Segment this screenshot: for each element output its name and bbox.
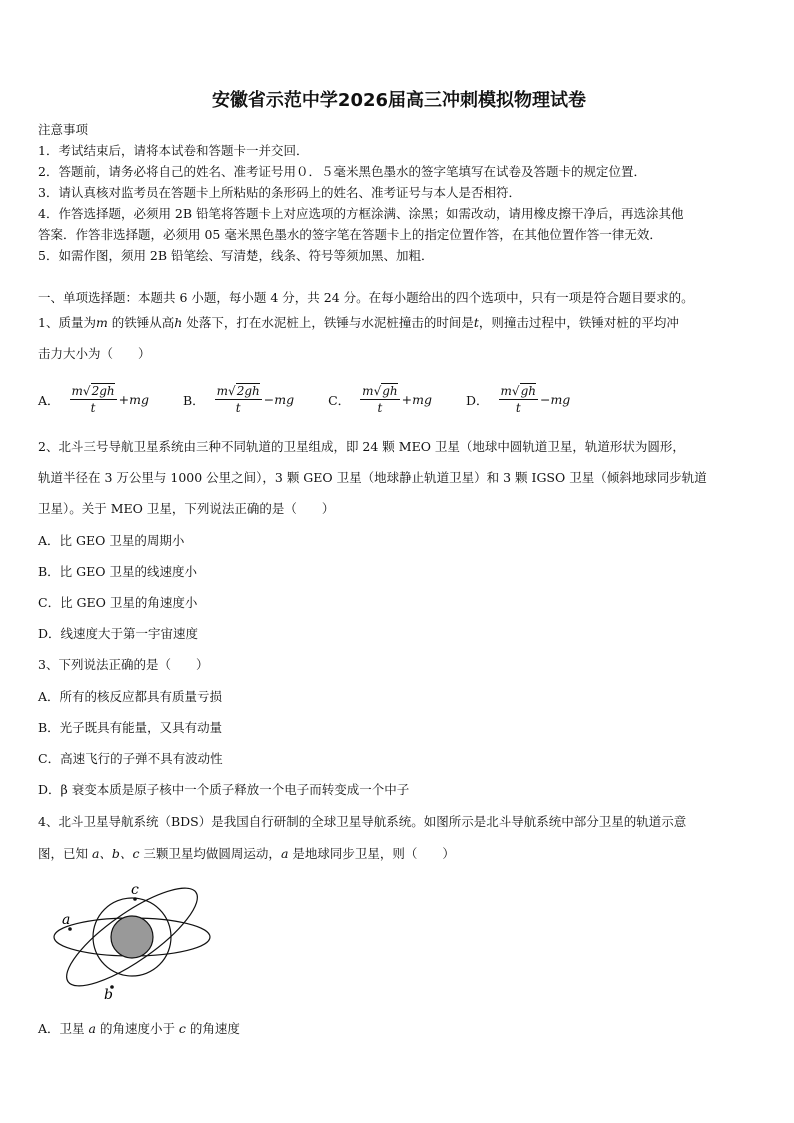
fraction (215, 384, 262, 415)
fraction (360, 384, 399, 415)
q3-option-b[interactable]: B．光子既具有能量，又具有动量 (38, 720, 223, 735)
radicand: 2gh (236, 384, 260, 398)
q1-var-m: m (95, 315, 108, 330)
question-4-stem-cont (38, 844, 455, 862)
q4-option-text: 的角速度 (185, 1021, 240, 1036)
question-2-stem: 2、北斗三号导航卫星系统由三种不同轨道的卫星组成，即 24 颗 MEO 卫星（地球中圆轨道卫星，轨道形状为圆形， (38, 439, 685, 454)
q1-var-h: h (174, 315, 183, 330)
question-2-stem-cont: 卫星）。关于 MEO 卫星，下列说法正确的是（ ） (38, 501, 335, 516)
q4-option-var: a (88, 1021, 96, 1036)
question-1-options (38, 384, 604, 415)
sqrt-sign: √ (511, 384, 520, 398)
radicand: 2gh (91, 384, 115, 398)
section-heading: 一、单项选择题：本题共 6 小题，每小题 4 分，共 24 分。在每小题给出的四个选项中，只有一项是符合题目要求的。 (38, 290, 694, 305)
q3-option-d[interactable]: D．β 衰变本质是原子核中一个质子释放一个电子而转变成一个中子 (38, 782, 410, 797)
q1-text: 的铁锤从高 (107, 315, 175, 330)
fraction (499, 384, 538, 415)
q1-var-t: t (473, 315, 479, 330)
q1-text: 处落下，打在水泥桩上，铁锤与水泥桩撞击的时间是 (182, 315, 474, 330)
radicand: gh (520, 384, 536, 398)
q2-option-d[interactable]: D．线速度大于第一宇宙速度 (38, 626, 199, 641)
notice-item: 4．作答选择题，必须用 2B 铅笔将答题卡上对应选项的方框涂满、涂黑；如需改动，请用橡皮擦干净后，再选涂其他 (38, 206, 684, 221)
label-b: b (104, 987, 113, 1002)
q1-text: ，则撞击过程中，铁锤对桩的平均冲 (478, 315, 679, 330)
orbit-diagram (52, 882, 222, 1002)
option-letter: D． (465, 392, 489, 408)
q1-option-d[interactable] (466, 384, 570, 415)
notice-heading: 注意事项 (38, 122, 89, 137)
denominator: t (377, 401, 383, 415)
q1-text: 1、质量为 (38, 315, 96, 330)
q4-vars: a、b、c (91, 846, 140, 861)
q4-text: 是地球同步卫星，则（ ） (288, 846, 455, 861)
notice-item: 2．答题前，请务必将自己的姓名、准考证号用０．５毫米黑色墨水的签字笔填写在试卷及答题卡的规定位置． (38, 164, 646, 179)
numerator-var: m (362, 384, 374, 398)
q1-option-a[interactable] (38, 384, 149, 415)
q4-option-var: c (178, 1021, 186, 1036)
notice-item: 3．请认真核对监考员在答题卡上所粘贴的条形码上的姓名、准考证号与本人是否相符． (38, 185, 521, 200)
q4-option-a[interactable] (38, 1019, 240, 1037)
sqrt-sign: √ (82, 384, 91, 398)
question-3-stem: 3、下列说法正确的是（ ） (38, 657, 209, 672)
question-2-stem-cont: 轨道半径在 3 万公里与 1000 公里之间），3 颗 GEO 卫星（地球静止轨道卫星）和 3 颗 IGSO 卫星（倾斜地球同步轨道 (38, 470, 707, 485)
option-letter: C． (328, 392, 351, 408)
q4-option-text: 的角速度小于 (95, 1021, 179, 1036)
earth-icon (111, 916, 153, 958)
notice-item: 1．考试结束后，请将本试卷和答题卡一并交回． (38, 143, 309, 158)
numerator-var: m (216, 384, 229, 398)
q3-option-c[interactable]: C．高速飞行的子弹不具有波动性 (38, 751, 223, 766)
option-tail: −mg (539, 392, 571, 407)
notice-item: 5．如需作图，须用 2B 铅笔绘、写清楚，线条、符号等须加黑、加粗． (38, 248, 434, 263)
label-a: a (62, 912, 71, 928)
q2-option-a[interactable]: A．比 GEO 卫星的周期小 (38, 533, 185, 548)
numerator-var: m (71, 384, 83, 398)
notice-item: 答案．作答非选择题，必须用 05 毫米黑色墨水的签字笔在答题卡上的指定位置作答，在其他位置作答一律无效． (38, 227, 662, 242)
q4-text: 图，已知 (38, 846, 92, 861)
q2-option-c[interactable]: C．比 GEO 卫星的角速度小 (38, 595, 198, 610)
label-c: c (131, 882, 139, 898)
q4-option-text: A．卫星 (38, 1021, 89, 1036)
option-letter: A． (38, 392, 60, 408)
question-4-stem: 4、北斗卫星导航系统（BDS）是我国自行研制的全球卫星导航系统。如图所示是北斗导航系统中部分卫星的轨道示意 (38, 814, 687, 829)
question-1-stem-cont: 击力大小为（ ） (38, 346, 151, 361)
q1-option-c[interactable] (328, 384, 432, 415)
sqrt-sign: √ (228, 384, 236, 398)
sqrt-sign: √ (373, 384, 382, 398)
q2-option-b[interactable]: B．比 GEO 卫星的线速度小 (38, 564, 197, 579)
q4-var-a: a (280, 846, 289, 861)
denominator: t (515, 401, 521, 415)
option-tail: +mg (401, 392, 432, 407)
option-letter: B． (182, 392, 205, 408)
option-tail: +mg (118, 392, 149, 407)
numerator-var: m (500, 384, 512, 398)
option-tail: −mg (263, 392, 295, 407)
q4-text: 三颗卫星均做圆周运动， (139, 846, 281, 861)
fraction (70, 384, 117, 415)
denominator: t (90, 401, 96, 415)
radicand: gh (382, 384, 398, 398)
question-1-stem (38, 313, 679, 331)
denominator: t (235, 401, 241, 415)
page-title: 安徽省示范中学2026届高三冲刺模拟物理试卷 (211, 90, 587, 111)
q3-option-a[interactable]: A．所有的核反应都具有质量亏损 (38, 689, 223, 704)
q1-option-b[interactable] (183, 384, 294, 415)
